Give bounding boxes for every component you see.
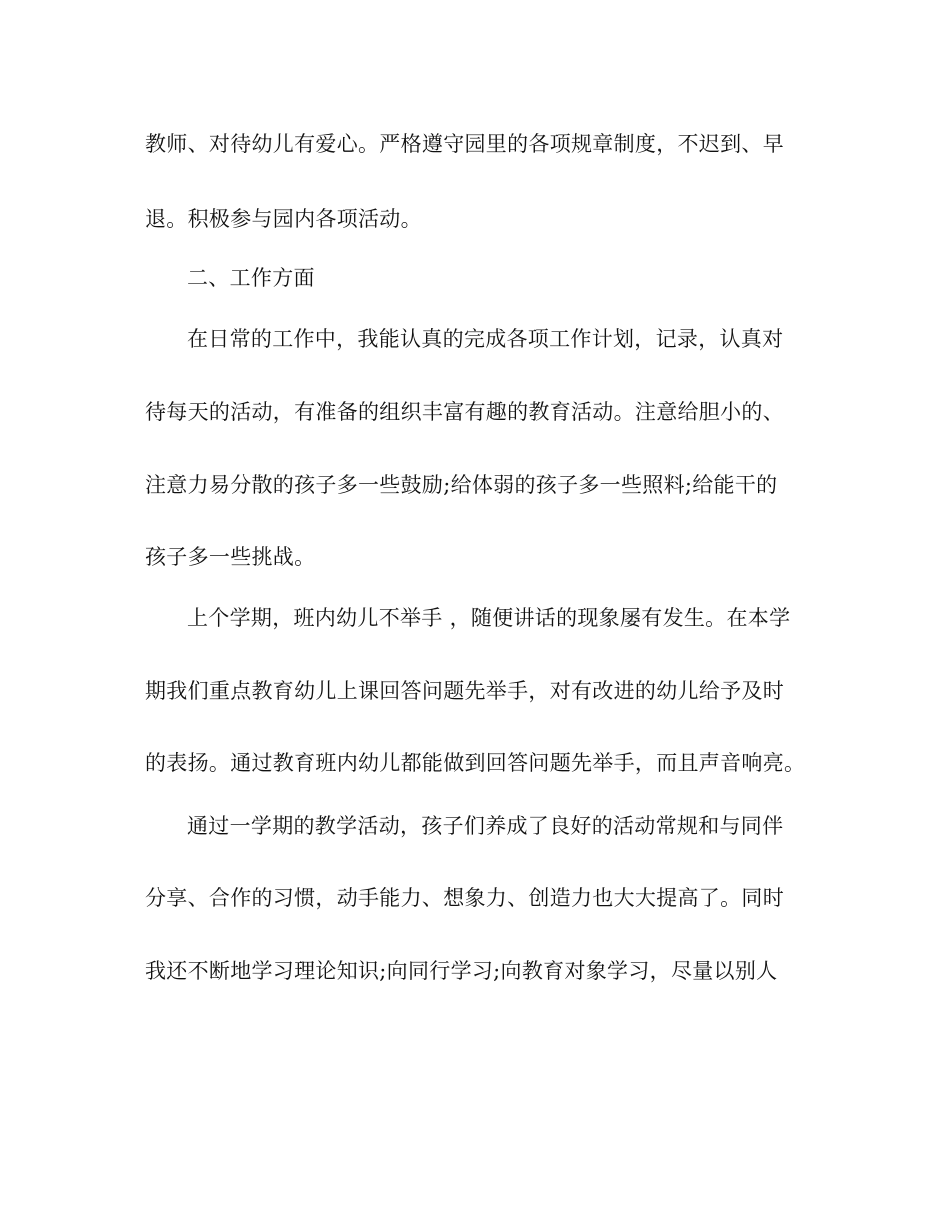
body-text-line: 分享、合作的习惯，动手能力、想象力、创造力也大大提高了。同时	[145, 886, 784, 910]
body-text-line: 退。积极参与园内各项活动。	[145, 207, 422, 231]
paragraph-first-line: 在日常的工作中，我能认真的完成各项工作计划，记录，认真对	[187, 327, 784, 351]
paragraph-first-line: 通过一学期的教学活动，孩子们养成了良好的活动常规和与同伴	[187, 814, 784, 838]
body-text-line: 期我们重点教育幼儿上课回答问题先举手，对有改进的幼儿给予及时	[145, 679, 784, 703]
paragraph-first-line: 上个学期，班内幼儿不举手 ，随便讲话的现象屡有发生。在本学	[187, 606, 791, 630]
body-text-line: 孩子多一些挑战。	[145, 545, 316, 569]
body-text-line: 教师、对待幼儿有爱心。严格遵守园里的各项规章制度，不迟到、早	[145, 132, 784, 156]
body-text-line: 的表扬。通过教育班内幼儿都能做到回答问题先举手，而且声音响亮。	[145, 751, 806, 775]
body-text-line: 注意力易分散的孩子多一些鼓励;给体弱的孩子多一些照料;给能干的	[145, 473, 778, 497]
section-heading: 二、工作方面	[187, 266, 315, 290]
body-text-line: 待每天的活动，有准备的组织丰富有趣的教育活动。注意给胆小的、	[145, 400, 784, 424]
body-text-line: 我还不断地学习理论知识;向同行学习;向教育对象学习，尽量以别人	[145, 959, 778, 983]
